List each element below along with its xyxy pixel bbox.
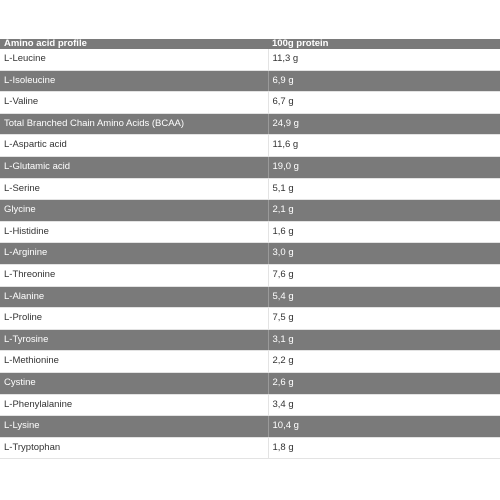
column-header-amino-acid: Amino acid profile: [0, 39, 268, 49]
amino-acid-value: 2,6 g: [268, 372, 500, 394]
amino-acid-name: L-Proline: [0, 308, 268, 330]
amino-acid-value: 5,4 g: [268, 286, 500, 308]
table-row: [0, 70, 500, 92]
amino-acid-value: 3,1 g: [268, 329, 500, 351]
table-row: [0, 264, 500, 286]
amino-acid-name: L-Isoleucine: [0, 70, 268, 92]
table-row: [0, 286, 500, 308]
amino-acid-name: Total Branched Chain Amino Acids (BCAA): [0, 113, 268, 135]
amino-acid-value: 1,8 g: [268, 437, 500, 459]
amino-acid-value: 11,3 g: [268, 49, 500, 70]
amino-acid-value: 2,1 g: [268, 200, 500, 222]
amino-acid-value: 24,9 g: [268, 113, 500, 135]
table-header: [0, 39, 500, 49]
amino-acid-name: L-Alanine: [0, 286, 268, 308]
table-row: [0, 135, 500, 157]
amino-acid-value: 3,4 g: [268, 394, 500, 416]
table-row: [0, 178, 500, 200]
table-row: [0, 351, 500, 373]
table-row: [0, 329, 500, 351]
amino-acid-name: L-Methionine: [0, 351, 268, 373]
table-body: [0, 49, 500, 459]
amino-acid-name: L-Glutamic acid: [0, 156, 268, 178]
amino-acid-value: 11,6 g: [268, 135, 500, 157]
amino-acid-name: L-Phenylalanine: [0, 394, 268, 416]
amino-acid-name: Glycine: [0, 200, 268, 222]
column-header-per-100g: 100g protein: [268, 39, 500, 49]
table-row: [0, 416, 500, 438]
table-row: [0, 394, 500, 416]
header-row: [0, 39, 500, 49]
amino-acid-name: L-Leucine: [0, 49, 268, 70]
table-row: [0, 437, 500, 459]
amino-acid-value: 7,6 g: [268, 264, 500, 286]
amino-acid-name: L-Valine: [0, 92, 268, 114]
amino-acid-name: L-Tyrosine: [0, 329, 268, 351]
table-row: [0, 200, 500, 222]
table-row: [0, 113, 500, 135]
amino-acid-table: [0, 39, 500, 459]
amino-acid-value: 10,4 g: [268, 416, 500, 438]
amino-acid-value: 6,9 g: [268, 70, 500, 92]
amino-acid-value: 5,1 g: [268, 178, 500, 200]
amino-acid-value: 1,6 g: [268, 221, 500, 243]
amino-acid-value: 7,5 g: [268, 308, 500, 330]
table-row: [0, 156, 500, 178]
table-row: [0, 221, 500, 243]
table-row: [0, 49, 500, 70]
table-row: [0, 372, 500, 394]
amino-acid-value: 3,0 g: [268, 243, 500, 265]
table-row: [0, 243, 500, 265]
table-row: [0, 92, 500, 114]
amino-acid-name: L-Arginine: [0, 243, 268, 265]
amino-acid-name: L-Histidine: [0, 221, 268, 243]
amino-acid-name: L-Tryptophan: [0, 437, 268, 459]
table-row: [0, 308, 500, 330]
amino-acid-value: 19,0 g: [268, 156, 500, 178]
amino-acid-name: Cystine: [0, 372, 268, 394]
amino-acid-name: L-Serine: [0, 178, 268, 200]
amino-acid-name: L-Threonine: [0, 264, 268, 286]
amino-acid-name: L-Lysine: [0, 416, 268, 438]
amino-acid-value: 2,2 g: [268, 351, 500, 373]
amino-acid-value: 6,7 g: [268, 92, 500, 114]
amino-acid-name: L-Aspartic acid: [0, 135, 268, 157]
